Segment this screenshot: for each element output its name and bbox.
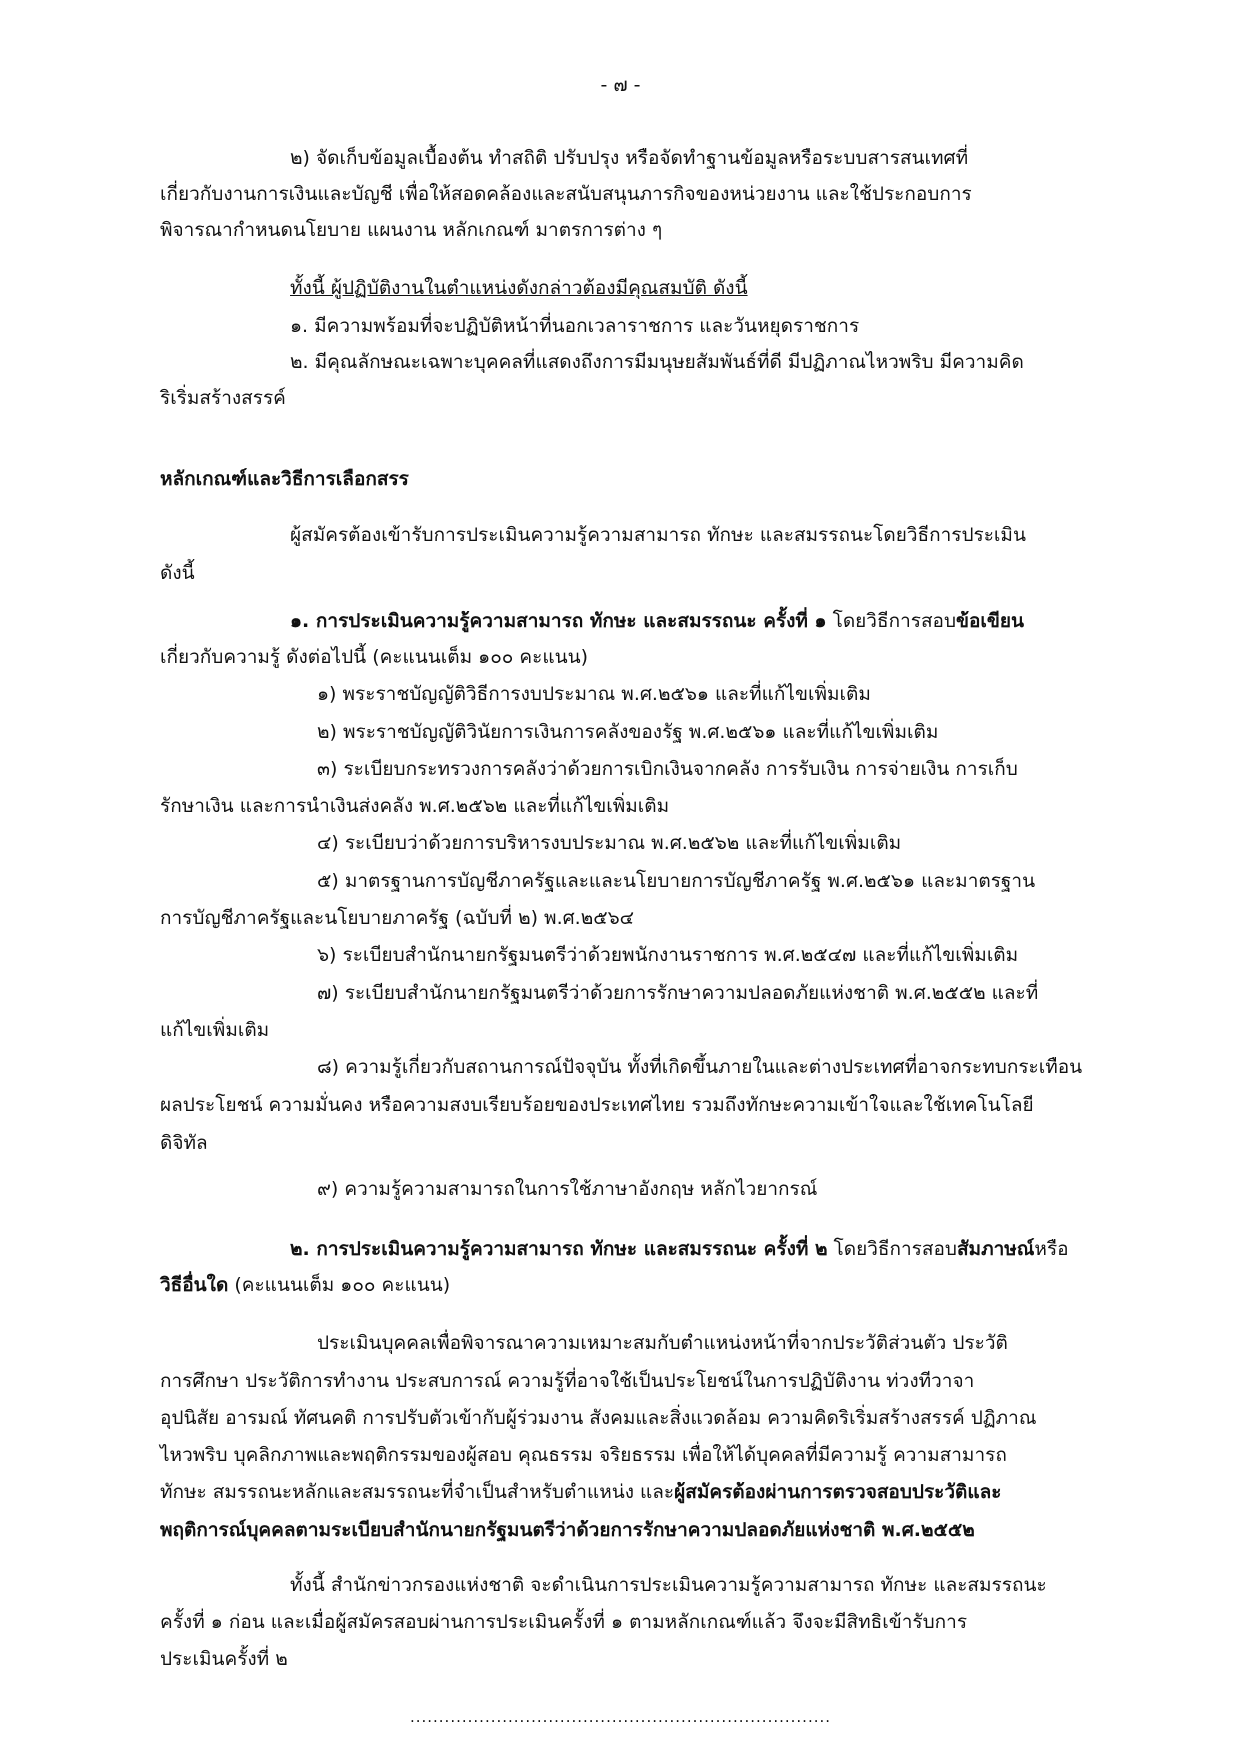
footer-dotted-line: ......................................................................... — [409, 1708, 832, 1726]
assessment-1-heading — [290, 608, 1024, 634]
assessment-1-method: ข้อเขียน — [956, 610, 1025, 632]
intro-line: ดังนี้ — [160, 562, 195, 584]
page-number: - ๗ - — [600, 74, 641, 96]
assessment-2-method: สัมภาษณ์ — [956, 1238, 1035, 1260]
closing-line: ทั้งนี้ สำนักข่าวกรองแห่งชาติ จะดำเนินการประเมินความรู้ความสามารถ ทักษะ และสมรรถนะ — [290, 1574, 1047, 1596]
qualifications-heading: ทั้งนี้ ผู้ปฏิบัติงานในตำแหน่งดังกล่าวต้องมีคุณสมบัติ ดังนี้ — [290, 277, 748, 299]
exam-topic: ๔) ระเบียบว่าด้วยการบริหารงบประมาณ พ.ศ.๒๕๖๒ และที่แก้ไขเพิ่มเติม — [317, 832, 902, 854]
assessment-1-method-text: โดยวิธีการสอบ — [826, 610, 957, 632]
exam-topic-cont: รักษาเงิน และการนำเงินส่งคลัง พ.ศ.๒๕๖๒ และที่แก้ไขเพิ่มเติม — [160, 795, 670, 817]
exam-topic: ๙) ความรู้ความสามารถในการใช้ภาษาอังกฤษ หลักไวยากรณ์ — [317, 1178, 818, 1200]
assessment-2-para-line — [160, 1479, 1001, 1505]
qualification-item-cont: ริเริ่มสร้างสรรค์ — [160, 387, 286, 409]
exam-topic: ๓) ระเบียบกระทรวงการคลังว่าด้วยการเบิกเงินจากคลัง การรับเงิน การจ่ายเงิน การเก็บ — [317, 758, 1018, 780]
assessment-2-other-method: วิธีอื่นใด — [160, 1274, 229, 1296]
intro-line: ผู้สมัครต้องเข้ารับการประเมินความรู้ความสามารถ ทักษะ และสมรรถนะโดยวิธีการประเมิน — [290, 524, 1026, 546]
assessment-2-heading — [290, 1236, 1069, 1262]
paragraph-line: ๒) จัดเก็บข้อมูลเบื้องต้น ทำสถิติ ปรับปรุง หรือจัดทำฐานข้อมูลหรือระบบสารสนเทศที่ — [290, 147, 969, 169]
assessment-2-or: หรือ — [1034, 1238, 1069, 1260]
section-title: หลักเกณฑ์และวิธีการเลือกสรร — [160, 468, 409, 490]
qualification-item: ๑. มีความพร้อมที่จะปฏิบัติหน้าที่นอกเวลาราชการ และวันหยุดราชการ — [290, 315, 860, 337]
paragraph-line: พิจารณากำหนดนโยบาย แผนงาน หลักเกณฑ์ มาตรการต่าง ๆ — [160, 219, 663, 241]
assessment-2-method-text: โดยวิธีการสอบ — [827, 1238, 957, 1260]
closing-line: ประเมินครั้งที่ ๒ — [160, 1648, 288, 1670]
exam-topic-cont: ดิจิทัล — [160, 1132, 208, 1154]
assessment-2-para-line: ประเมินบุคคลเพื่อพิจารณาความเหมาะสมกับตำแหน่งหน้าที่จากประวัติส่วนตัว ประวัติ — [317, 1332, 1008, 1354]
exam-topic: ๕) มาตรฐานการบัญชีภาครัฐและและนโยบายการบัญชีภาครัฐ พ.ศ.๒๕๖๑ และมาตรฐาน — [317, 870, 1036, 892]
exam-topic: ๒) พระราชบัญญัติวินัยการเงินการคลังของรัฐ พ.ศ.๒๕๖๑ และที่แก้ไขเพิ่มเติม — [317, 721, 939, 743]
assessment-2-score: (คะแนนเต็ม ๑๐๐ คะแนน) — [228, 1274, 451, 1296]
assessment-1-subtitle: เกี่ยวกับความรู้ ดังต่อไปนี้ (คะแนนเต็ม ๑๐๐ คะแนน) — [160, 646, 588, 668]
assessment-2-para-line: ไหวพริบ บุคลิกภาพและพฤติกรรมของผู้สอบ คุณธรรม จริยธรรม เพื่อให้ได้บุคคลที่มีความรู้ ความสามารถ — [160, 1444, 1007, 1466]
qualification-item: ๒. มีคุณลักษณะเฉพาะบุคคลที่แสดงถึงการมีมนุษยสัมพันธ์ที่ดี มีปฏิภาณไหวพริบ มีความคิด — [290, 351, 1024, 373]
assessment-2-para-line: การศึกษา ประวัติการทำงาน ประสบการณ์ ความรู้ที่อาจใช้เป็นประโยชน์ในการปฏิบัติงาน ท่วงทีวาจา — [160, 1370, 975, 1392]
exam-topic-cont: การบัญชีภาครัฐและนโยบายภาครัฐ (ฉบับที่ ๒) พ.ศ.๒๕๖๔ — [160, 907, 635, 929]
exam-topic-cont: ผลประโยชน์ ความมั่นคง หรือความสงบเรียบร้อยของประเทศไทย รวมถึงทักษะความเข้าใจและใช้เทคโนโลยี — [160, 1094, 1034, 1116]
assessment-2-subtitle — [160, 1272, 450, 1298]
exam-topic: ๖) ระเบียบสำนักนายกรัฐมนตรีว่าด้วยพนักงานราชการ พ.ศ.๒๕๔๗ และที่แก้ไขเพิ่มเติม — [317, 944, 1019, 966]
exam-topic: ๘) ความรู้เกี่ยวกับสถานการณ์ปัจจุบัน ทั้งที่เกิดขึ้นภายในและต่างประเทศที่อาจกระทบกระเทือน — [317, 1056, 1083, 1078]
closing-line: ครั้งที่ ๑ ก่อน และเมื่อผู้สมัครสอบผ่านการประเมินครั้งที่ ๑ ตามหลักเกณฑ์แล้ว จึงจะมีสิทธิเข้ารับการ — [160, 1611, 968, 1633]
assessment-2-para-line: อุปนิสัย อารมณ์ ทัศนคติ การปรับตัวเข้ากับผู้ร่วมงาน สังคมและสิ่งแวดล้อม ความคิดริเริ่มสร้างสรรค์ ปฏิภาณ — [160, 1407, 1037, 1429]
paragraph-line: เกี่ยวกับงานการเงินและบัญชี เพื่อให้สอดคล้องและสนับสนุนภารกิจของหน่วยงาน และใช้ประกอบการ — [160, 183, 972, 205]
assessment-2-para-text: ทักษะ สมรรถนะหลักและสมรรถนะที่จำเป็นสำหรับตำแหน่ง และ — [160, 1481, 675, 1503]
assessment-2-title: ๒. การประเมินความรู้ความสามารถ ทักษะ และสมรรถนะ ครั้งที่ ๒ — [290, 1238, 828, 1260]
assessment-2-para-bold-line: พฤติการณ์บุคคลตามระเบียบสำนักนายกรัฐมนตรีว่าด้วยการรักษาความปลอดภัยแห่งชาติ พ.ศ.๒๕๕๒ — [160, 1519, 975, 1541]
exam-topic-cont: แก้ไขเพิ่มเติม — [160, 1019, 270, 1041]
assessment-2-para-bold: ผู้สมัครต้องผ่านการตรวจสอบประวัติและ — [674, 1481, 1002, 1503]
exam-topic: ๑) พระราชบัญญัติวิธีการงบประมาณ พ.ศ.๒๕๖๑ และที่แก้ไขเพิ่มเติม — [317, 683, 871, 705]
exam-topic: ๗) ระเบียบสำนักนายกรัฐมนตรีว่าด้วยการรักษาความปลอดภัยแห่งชาติ พ.ศ.๒๕๕๒ และที่ — [317, 982, 1039, 1004]
assessment-1-title: ๑. การประเมินความรู้ความสามารถ ทักษะ และสมรรถนะ ครั้งที่ ๑ — [290, 610, 827, 632]
